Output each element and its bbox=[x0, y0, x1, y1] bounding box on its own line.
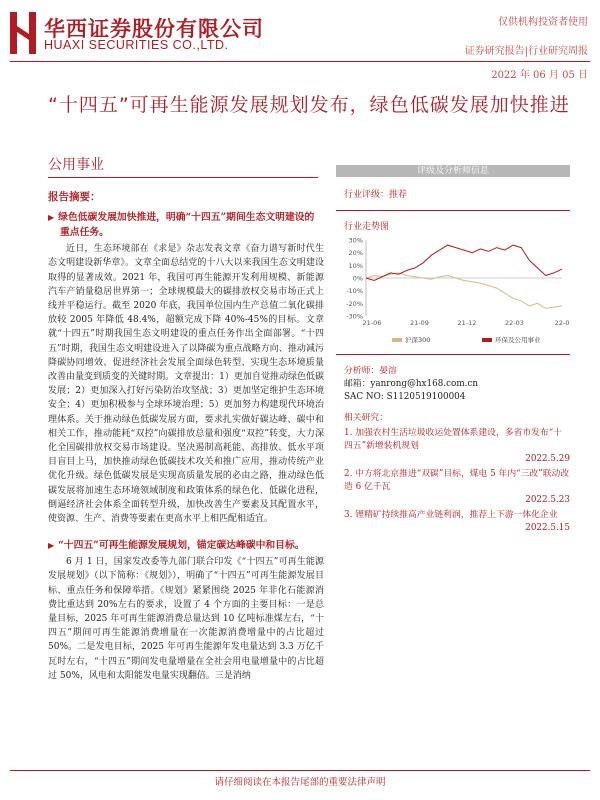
section-heading bbox=[48, 538, 324, 553]
footer-divider bbox=[10, 770, 590, 771]
related-heading: 相关研究： bbox=[344, 413, 388, 423]
section-paragraph: 6 月 1 日，国家发改委等九部门联合印发《“十四五”可再生能源发展规划》（以下简称：《规划》），明确了“十四五”可再生能源发展目标、重点任务和保障举措。《规划》紧紧围绕 2025 年非化石能源消费比重达到 20%左右的要求，设置了 4 个方面的主要目标：一是总量目标，2025 年可再生能源消费总量达到 10 亿吨标准煤左右，“十四五”期间可再生能源消费增量在一次能源消费增量中的占比超过 50%。二是发电目标，2025 年可再生能源年发电量达到 3.3 万亿千瓦时左右，“十四五”期间发电量增量在全社会用电量增量中的占比超过 50%，风电和太阳能发电量实现翻倍。三是消纳 bbox=[48, 557, 324, 681]
rating-value: 推荐 bbox=[389, 190, 408, 200]
section-heading bbox=[48, 210, 324, 240]
legend-swatch bbox=[392, 338, 402, 342]
legend-swatch bbox=[482, 338, 492, 342]
y-tick-label: -20% bbox=[346, 299, 363, 308]
triangle-bullet-icon: ▶ bbox=[48, 212, 55, 223]
related-item-text: 2. 中方将北京推进“双碳”目标，煤电 5 年内“三改”联动改造 6 亿千瓦 bbox=[344, 469, 570, 492]
section-paragraph: 近日，生态环境部在《求是》杂志发表文章《奋力谱写新时代生态文明建设新华章》。文章全面总结党的十八大以来我国生态文明建设取得的显著成效。2021 年，我国可再生能源开发利用规模、新能源汽车产销量稳居世界第一；全球规模最大的碳排放权交易市场正式上线并平稳运行。截至 2020 年底，我国单位国内生产总值二氧化碳排放较 2005 年降低 48.4%，超额完成下降 40%-45%的目标。文章就“十四五”时期我国生态文明建设的重点任务作出全面部署。“十四五”时期，我国生态文明建设进入了以降碳为重点战略方向、推动减污降碳协同增效、促进经济社会发展全面绿色转型、实现生态环境质量改善由量变到质变的关键时期。文章提出：1）更加自觉推动绿色低碳发展；2）更加深入打好污染防治攻坚战；3）更加坚定维护生态环境安全；4）更加积极参与全球环境治理；5）更加努力构建现代环境治理体系。关于推动绿色低碳发展方面，要求扎实做好碳达峰、碳中和相关工作，推动能耗“双控”向碳排放总量和强度“双控”转变，大力深化全国碳排放权交易市场建设。坚决遏制高耗能、高排放、低水平项目盲目上马，加快推动绿色低碳技术攻关和推广应用，推动传统产业优化升级。绿色低碳发展是实现高质量发展的必由之路，推动绿色低碳发展将加速生态环境领域制度和政策体系的绿色化、低碳化进程，倒逼经济社会体系全面转型升级，加快改善生产要素及其配置水平，使资源、生产、消费等要素在更高水平上相匹配相适宜。 bbox=[48, 244, 324, 525]
sac-number: S1120519100004 bbox=[386, 392, 466, 402]
sector-label: 公用事业 bbox=[48, 157, 104, 173]
abstract bbox=[48, 190, 324, 683]
analyst-email[interactable]: yanrong@hx168.com.cn bbox=[370, 379, 479, 389]
legend-label: 环保及公用事业 bbox=[495, 336, 541, 344]
rating-label: 行业评级： bbox=[344, 190, 390, 200]
sidebar-divider bbox=[336, 354, 570, 355]
x-tick-label: 21-06 bbox=[362, 319, 382, 327]
y-tick-label: 30% bbox=[348, 236, 363, 245]
email-label: 邮箱： bbox=[344, 379, 371, 389]
header-divider bbox=[10, 61, 590, 62]
analyst-name: 晏溶 bbox=[379, 366, 397, 376]
triangle-bullet-icon: ▶ bbox=[48, 540, 55, 551]
related-item-text: 1. 加强农村生活垃圾收运处置体系建设，多省市发布“十四五”新增装机规划 bbox=[344, 428, 563, 451]
related-item-date: 2022.5.29 bbox=[525, 454, 570, 464]
sidebar bbox=[336, 165, 570, 535]
x-tick-label: 22-03 bbox=[505, 319, 524, 327]
company-name-en: HUAXI SECURITIES CO.,LTD. bbox=[44, 38, 229, 52]
trend-title: 行业走势图 bbox=[344, 222, 390, 232]
industry-rating bbox=[344, 187, 570, 200]
y-tick-label: 0% bbox=[352, 274, 363, 283]
related-research bbox=[344, 412, 570, 535]
related-item[interactable] bbox=[344, 427, 570, 466]
audience-note: 仅供机构投资者使用 bbox=[498, 17, 588, 28]
y-tick-label: -30% bbox=[346, 312, 363, 321]
series-line-1 bbox=[366, 245, 562, 280]
section-heading-text: 绿色低碳发展加快推进，明确“十四五”期间生态文明建设的重点任务。 bbox=[58, 212, 315, 239]
y-tick-label: -10% bbox=[346, 287, 363, 296]
y-tick-label: 20% bbox=[348, 249, 363, 258]
report-type: 证券研究报告|行业研究周报 bbox=[464, 46, 588, 57]
legend-label: 沪深300 bbox=[405, 336, 431, 344]
x-tick-label: 21-09 bbox=[410, 319, 429, 327]
trend-chart bbox=[336, 234, 570, 352]
related-item-date: 2022.5.15 bbox=[525, 523, 570, 533]
x-tick-label: 21-12 bbox=[457, 319, 477, 327]
sac-label: SAC NO: bbox=[344, 392, 384, 402]
y-tick-label: 10% bbox=[348, 261, 363, 270]
analyst-info bbox=[344, 365, 570, 404]
huaxi-logo-icon bbox=[10, 12, 36, 54]
report-date: 2022 年 06 月 05 日 bbox=[491, 70, 588, 81]
abstract-heading: 报告摘要： bbox=[48, 191, 101, 203]
report-title: “十四五”可再生能源发展规划发布，绿色低碳发展加快推进 bbox=[48, 94, 570, 116]
related-item-text: 3. 锂精矿持续推高产业链利润，推荐上下游一体化企业 bbox=[344, 510, 558, 520]
footer-disclaimer: 请仔细阅读在本报告尾部的重要法律声明 bbox=[214, 777, 386, 788]
company-name-cn: 华西证券股份有限公司 bbox=[44, 17, 264, 41]
sidebar-divider bbox=[336, 210, 570, 211]
related-item[interactable] bbox=[344, 468, 570, 507]
sector-divider bbox=[48, 177, 318, 178]
related-item[interactable] bbox=[344, 509, 570, 535]
analyst-label: 分析师： bbox=[344, 366, 380, 376]
related-item-date: 2022.5.23 bbox=[525, 495, 570, 505]
x-tick-label: 22-0 bbox=[554, 319, 570, 327]
sidebar-box-title: 评级及分析师信息 bbox=[336, 165, 570, 177]
section-heading-text: “十四五”可再生能源发展规划，锚定碳达峰碳中和目标。 bbox=[58, 540, 305, 552]
